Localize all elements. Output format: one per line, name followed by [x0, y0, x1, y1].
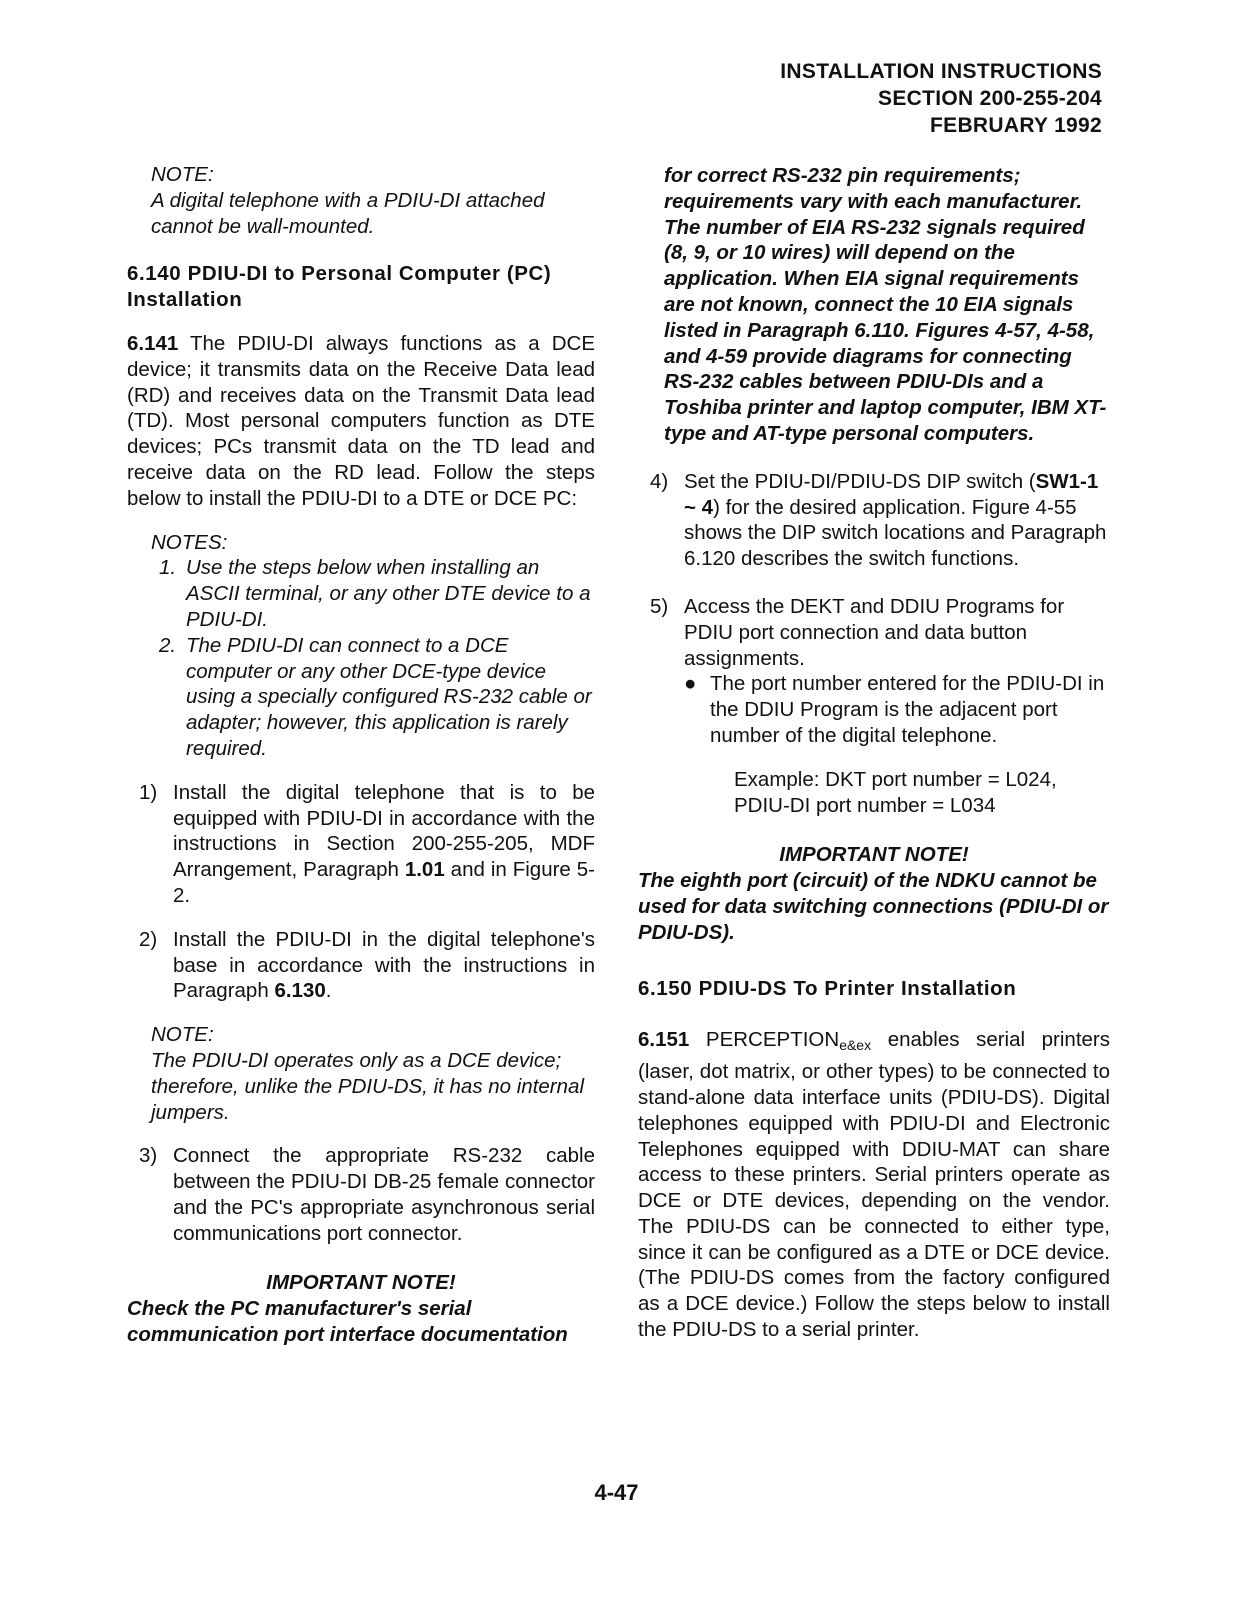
section-heading-6150: 6.150 PDIU-DS To Printer Installation	[638, 976, 1017, 1000]
note-text: The PDIU-DI operates only as a DCE device; therefore, unlike the PDIU-DS, it has no internal jumpers.	[151, 1048, 584, 1124]
list-item	[151, 633, 595, 762]
step-1	[127, 780, 595, 909]
step-text-part: Install the PDIU-DI in the digital telephone's base in accordance with the instructions in Paragraph	[173, 927, 595, 1003]
important-note-text: The eighth port (circuit) of the NDKU cannot be used for data switching connections (PDIU-DI or PDIU-DS).	[638, 869, 1109, 944]
header-date: FEBRUARY 1992	[930, 114, 1102, 137]
step-text-part: Install the digital telephone that is to be equipped with PDIU-DI in accordance with the instructions in Section 200-255-205, MDF Arrangement, Paragraph	[173, 780, 595, 882]
step-text	[173, 927, 595, 1004]
step-number: 5)	[650, 594, 669, 618]
important-note-title: IMPORTANT NOTE!	[779, 843, 969, 867]
page-header	[780, 58, 1102, 139]
paragraph-text: The PDIU-DI always functions as a DCE device; it transmits data on the Receive Data lead (RD) and receives data on the Transmit Data lead (TD). Most personal computers function as DTE devices; PCs transmit data on the TD lead and receive data on the RD lead. Follow the steps below to install the PDIU-DI to a DTE or DCE PC:	[127, 331, 595, 510]
step-text-part: ) for the desired application. Figure 4-55 shows the DIP switch locations and Paragraph 6.120 describes the switch functions.	[684, 495, 1107, 571]
brand-name: PERCEPTION	[705, 1028, 840, 1052]
step-reference: SW1-1 ~ 4	[684, 469, 1099, 519]
step-number: 2)	[139, 927, 158, 951]
step-number: 4)	[650, 469, 669, 493]
header-section: SECTION 200-255-204	[878, 87, 1102, 110]
example-text: Example: DKT port number = L024, PDIU-DI port number = L034	[734, 767, 1057, 817]
step-text-part: Set the PDIU-DI/PDIU-DS DIP switch (	[684, 469, 1036, 493]
step-2	[127, 927, 595, 1004]
important-note-continued: for correct RS-232 pin requirements; requirements vary with each manufacturer. The number of EIA RS-232 signals required (8, 9, or 10 wires) will depend on the application. When EIA signal requirements are not known, connect the 10 EIA signals listed in Paragraph 6.110. Figures 4-57, 4-58, and 4-59 provide diagrams for connecting RS-232 cables between PDIU-DIs and a Toshiba printer and laptop computer, IBM XT-type and AT-type personal computers.	[664, 164, 1107, 445]
step-reference: 1.01	[404, 858, 445, 882]
list-text: The PDIU-DI can connect to a DCE computer or any other DCE-type device using a specially configured RS-232 cable or adapter; however, this application is rarely required.	[186, 633, 592, 760]
step-4	[638, 469, 1110, 572]
note-label: NOTE:	[151, 1023, 214, 1047]
step-text-part: .	[325, 979, 332, 1003]
important-note-text: Check the PC manufacturer's serial communication port interface documentation	[127, 1297, 568, 1347]
paragraph-number: 6.141	[127, 331, 179, 355]
notes-block	[151, 530, 595, 762]
step-3	[127, 1143, 595, 1246]
note-label: NOTE:	[151, 163, 214, 186]
step-number: 1)	[139, 780, 158, 804]
note-wall-mount	[151, 162, 595, 239]
step-number: 3)	[139, 1144, 158, 1168]
bullet-item	[684, 671, 1110, 748]
list-item	[151, 555, 595, 632]
paragraph-6141	[127, 331, 595, 512]
list-text: Use the steps below when installing an ASCII terminal, or any other DTE device to a PDIU-DI.	[186, 556, 591, 631]
section-heading-6140: 6.140 PDIU-DI to Personal Computer (PC) Installation	[127, 262, 552, 312]
list-number: 1.	[159, 556, 177, 580]
bullet-text: The port number entered for the PDIU-DI in the DDIU Program is the adjacent port number of the digital telephone.	[710, 672, 1105, 747]
header-title: INSTALLATION INSTRUCTIONS	[780, 60, 1102, 83]
paragraph-text: enables serial printers (laser, dot matrix, or other types) to be connected to stand-alone data interface units (PDIU-DS). Digital telephones equipped with PDIU-DI and Electronic Telephones equipped with DDIU-MAT can share access to these printers. Serial printers operate as DCE or DTE devices, depending on the vendor. The PDIU-DS can be connected to either type, since it can be configured as a DTE or DCE device. (The PDIU-DS comes from the factory configured as a DCE device.) Follow the steps below to install the PDIU-DS to a serial printer.	[638, 1028, 1110, 1342]
left-column	[127, 162, 595, 1348]
step-text-part: and in Figure 5-2.	[173, 858, 595, 907]
notes-label: NOTES:	[151, 530, 228, 554]
note-dce-device	[151, 1022, 595, 1125]
step-text	[684, 469, 1110, 572]
brand-subscript: e&ex	[839, 1037, 872, 1054]
note-text: A digital telephone with a PDIU-DI attached cannot be wall-mounted.	[151, 188, 545, 238]
list-number: 2.	[159, 633, 177, 657]
paragraph-number: 6.151	[638, 1028, 690, 1052]
bullet-icon: ●	[684, 672, 697, 696]
step-text: Access the DEKT and DDIU Programs for PDIU port connection and data button assignments.	[684, 594, 1065, 670]
right-column	[638, 163, 1110, 1343]
step-text: Connect the appropriate RS-232 cable between the PDIU-DI DB-25 female connector and the PC's appropriate asynchronous serial communications port connector.	[173, 1144, 595, 1245]
step-reference: 6.130	[274, 979, 326, 1003]
step-text	[173, 780, 595, 909]
page-number: 4-47	[594, 1480, 639, 1505]
important-note-title: IMPORTANT NOTE!	[266, 1271, 456, 1295]
paragraph-6151	[638, 1027, 1110, 1343]
step-5	[638, 594, 1110, 671]
